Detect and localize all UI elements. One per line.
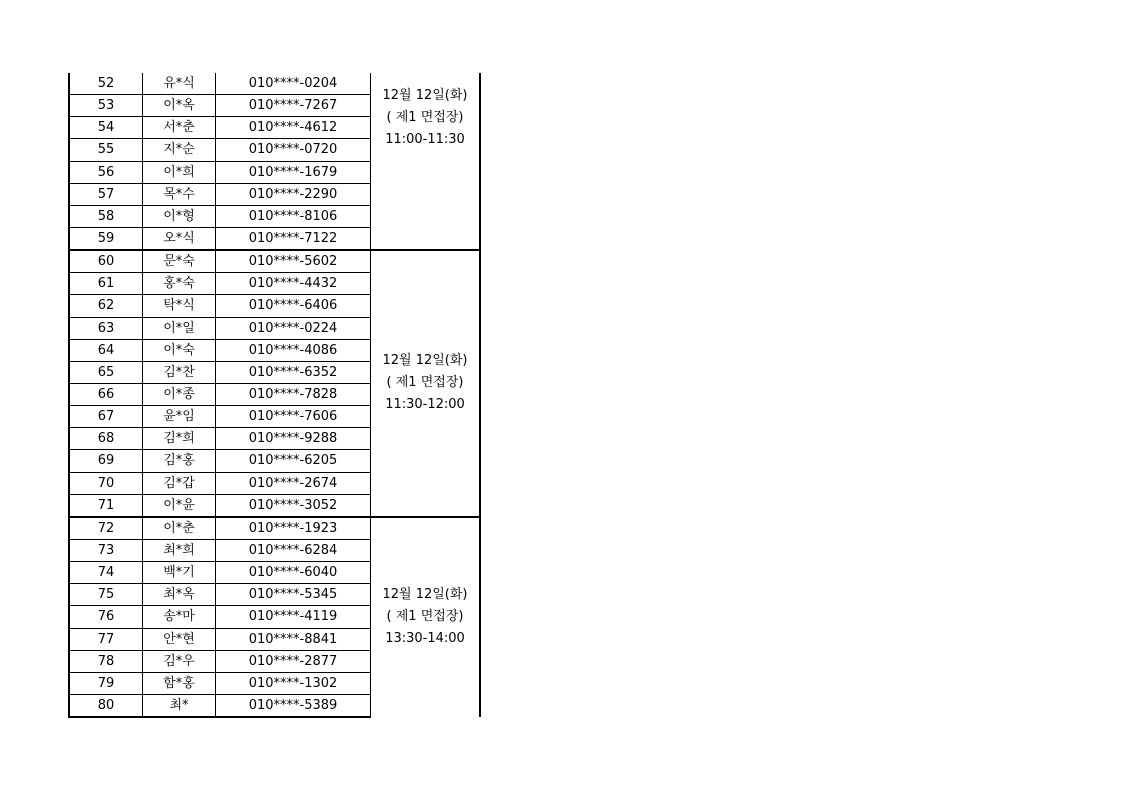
applicant-phone-cell: 010****-8841	[216, 628, 371, 650]
applicant-number-cell: 71	[69, 494, 143, 517]
applicant-phone-cell: 010****-8106	[216, 205, 371, 227]
applicant-name-cell: 이*형	[143, 205, 216, 227]
applicant-number-cell: 69	[69, 450, 143, 472]
applicant-phone-cell: 010****-4612	[216, 117, 371, 139]
applicant-name-cell: 서*춘	[143, 117, 216, 139]
applicant-name-cell: 목*수	[143, 183, 216, 205]
interview-schedule-sheet	[68, 73, 481, 718]
interview-time: 11:00-11:30	[385, 132, 465, 147]
applicant-name-cell: 최*희	[143, 539, 216, 561]
applicant-number-cell: 68	[69, 428, 143, 450]
applicant-name-cell: 송*마	[143, 606, 216, 628]
applicant-number-cell: 54	[69, 117, 143, 139]
applicant-phone-cell: 010****-7122	[216, 227, 371, 250]
applicant-name-cell: 이*춘	[143, 517, 216, 540]
applicant-phone-cell: 010****-4119	[216, 606, 371, 628]
applicant-number-cell: 77	[69, 628, 143, 650]
applicant-name-cell: 최*옥	[143, 584, 216, 606]
applicant-name-cell: 이*숙	[143, 339, 216, 361]
applicant-name-cell: 이*옥	[143, 95, 216, 117]
applicant-phone-cell: 010****-5389	[216, 694, 371, 717]
applicant-number-cell: 57	[69, 183, 143, 205]
applicant-phone-cell: 010****-1923	[216, 517, 371, 540]
applicant-name-cell: 오*식	[143, 227, 216, 250]
applicant-number-cell: 80	[69, 694, 143, 717]
applicant-phone-cell: 010****-6406	[216, 295, 371, 317]
applicant-number-cell: 75	[69, 584, 143, 606]
applicant-phone-cell: 010****-4086	[216, 339, 371, 361]
applicant-name-cell: 백*기	[143, 562, 216, 584]
applicant-name-cell: 함*홍	[143, 672, 216, 694]
applicant-name-cell: 탁*식	[143, 295, 216, 317]
applicant-phone-cell: 010****-9288	[216, 428, 371, 450]
applicant-phone-cell: 010****-1679	[216, 161, 371, 183]
applicant-number-cell: 61	[69, 273, 143, 295]
applicant-number-cell: 73	[69, 539, 143, 561]
applicant-number-cell: 59	[69, 227, 143, 250]
applicant-name-cell: 유*식	[143, 73, 216, 95]
table-row	[69, 517, 480, 540]
applicant-number-cell: 55	[69, 139, 143, 161]
applicant-phone-cell: 010****-1302	[216, 672, 371, 694]
interview-time: 13:30-14:00	[385, 631, 465, 647]
applicant-name-cell: 홍*숙	[143, 273, 216, 295]
applicant-number-cell: 66	[69, 383, 143, 405]
interview-date: 12월 12일(화)	[382, 587, 468, 603]
applicant-phone-cell: 010****-0720	[216, 139, 371, 161]
applicant-name-cell: 이*윤	[143, 494, 216, 517]
applicant-number-cell: 79	[69, 672, 143, 694]
applicant-name-cell: 이*일	[143, 317, 216, 339]
applicant-name-cell: 안*현	[143, 628, 216, 650]
applicant-number-cell: 63	[69, 317, 143, 339]
applicant-name-cell: 김*홍	[143, 450, 216, 472]
applicant-name-cell: 문*숙	[143, 250, 216, 273]
applicant-name-cell: 김*우	[143, 650, 216, 672]
applicant-phone-cell: 010****-0224	[216, 317, 371, 339]
applicant-number-cell: 65	[69, 361, 143, 383]
applicant-number-cell: 72	[69, 517, 143, 540]
interview-date: 12월 12일(화)	[382, 88, 468, 103]
applicant-phone-cell: 010****-5345	[216, 584, 371, 606]
applicant-phone-cell: 010****-7267	[216, 95, 371, 117]
applicant-name-cell: 지*순	[143, 139, 216, 161]
applicant-number-cell: 56	[69, 161, 143, 183]
applicant-phone-cell: 010****-2674	[216, 472, 371, 494]
table-row	[69, 73, 480, 95]
applicant-number-cell: 70	[69, 472, 143, 494]
applicant-phone-cell: 010****-6284	[216, 539, 371, 561]
interview-date: 12월 12일(화)	[382, 353, 468, 369]
applicant-name-cell: 이*종	[143, 383, 216, 405]
applicant-phone-cell: 010****-2290	[216, 183, 371, 205]
interview-slot-cell	[371, 517, 481, 717]
applicant-phone-cell: 010****-6040	[216, 562, 371, 584]
applicant-number-cell: 74	[69, 562, 143, 584]
applicant-name-cell: 김*갑	[143, 472, 216, 494]
applicant-number-cell: 76	[69, 606, 143, 628]
schedule-table-body	[69, 73, 480, 717]
applicant-number-cell: 52	[69, 73, 143, 95]
applicant-number-cell: 58	[69, 205, 143, 227]
applicant-phone-cell: 010****-6352	[216, 361, 371, 383]
interview-time: 11:30-12:00	[385, 397, 465, 413]
interview-schedule-table	[68, 73, 481, 718]
applicant-phone-cell: 010****-5602	[216, 250, 371, 273]
applicant-phone-cell: 010****-7828	[216, 383, 371, 405]
interview-room: ( 제1 면접장)	[386, 375, 464, 391]
applicant-number-cell: 67	[69, 406, 143, 428]
applicant-name-cell: 윤*임	[143, 406, 216, 428]
applicant-number-cell: 53	[69, 95, 143, 117]
applicant-phone-cell: 010****-6205	[216, 450, 371, 472]
applicant-name-cell: 이*희	[143, 161, 216, 183]
interview-slot-cell	[371, 73, 481, 250]
applicant-phone-cell: 010****-3052	[216, 494, 371, 517]
applicant-number-cell: 78	[69, 650, 143, 672]
applicant-name-cell: 최*	[143, 694, 216, 717]
applicant-phone-cell: 010****-0204	[216, 73, 371, 95]
table-row	[69, 250, 480, 273]
applicant-name-cell: 김*찬	[143, 361, 216, 383]
applicant-phone-cell: 010****-2877	[216, 650, 371, 672]
interview-room: ( 제1 면접장)	[386, 609, 464, 625]
applicant-phone-cell: 010****-7606	[216, 406, 371, 428]
applicant-name-cell: 김*희	[143, 428, 216, 450]
applicant-number-cell: 60	[69, 250, 143, 273]
applicant-phone-cell: 010****-4432	[216, 273, 371, 295]
applicant-number-cell: 64	[69, 339, 143, 361]
applicant-number-cell: 62	[69, 295, 143, 317]
interview-slot-cell	[371, 250, 481, 517]
interview-room: ( 제1 면접장)	[386, 110, 464, 125]
